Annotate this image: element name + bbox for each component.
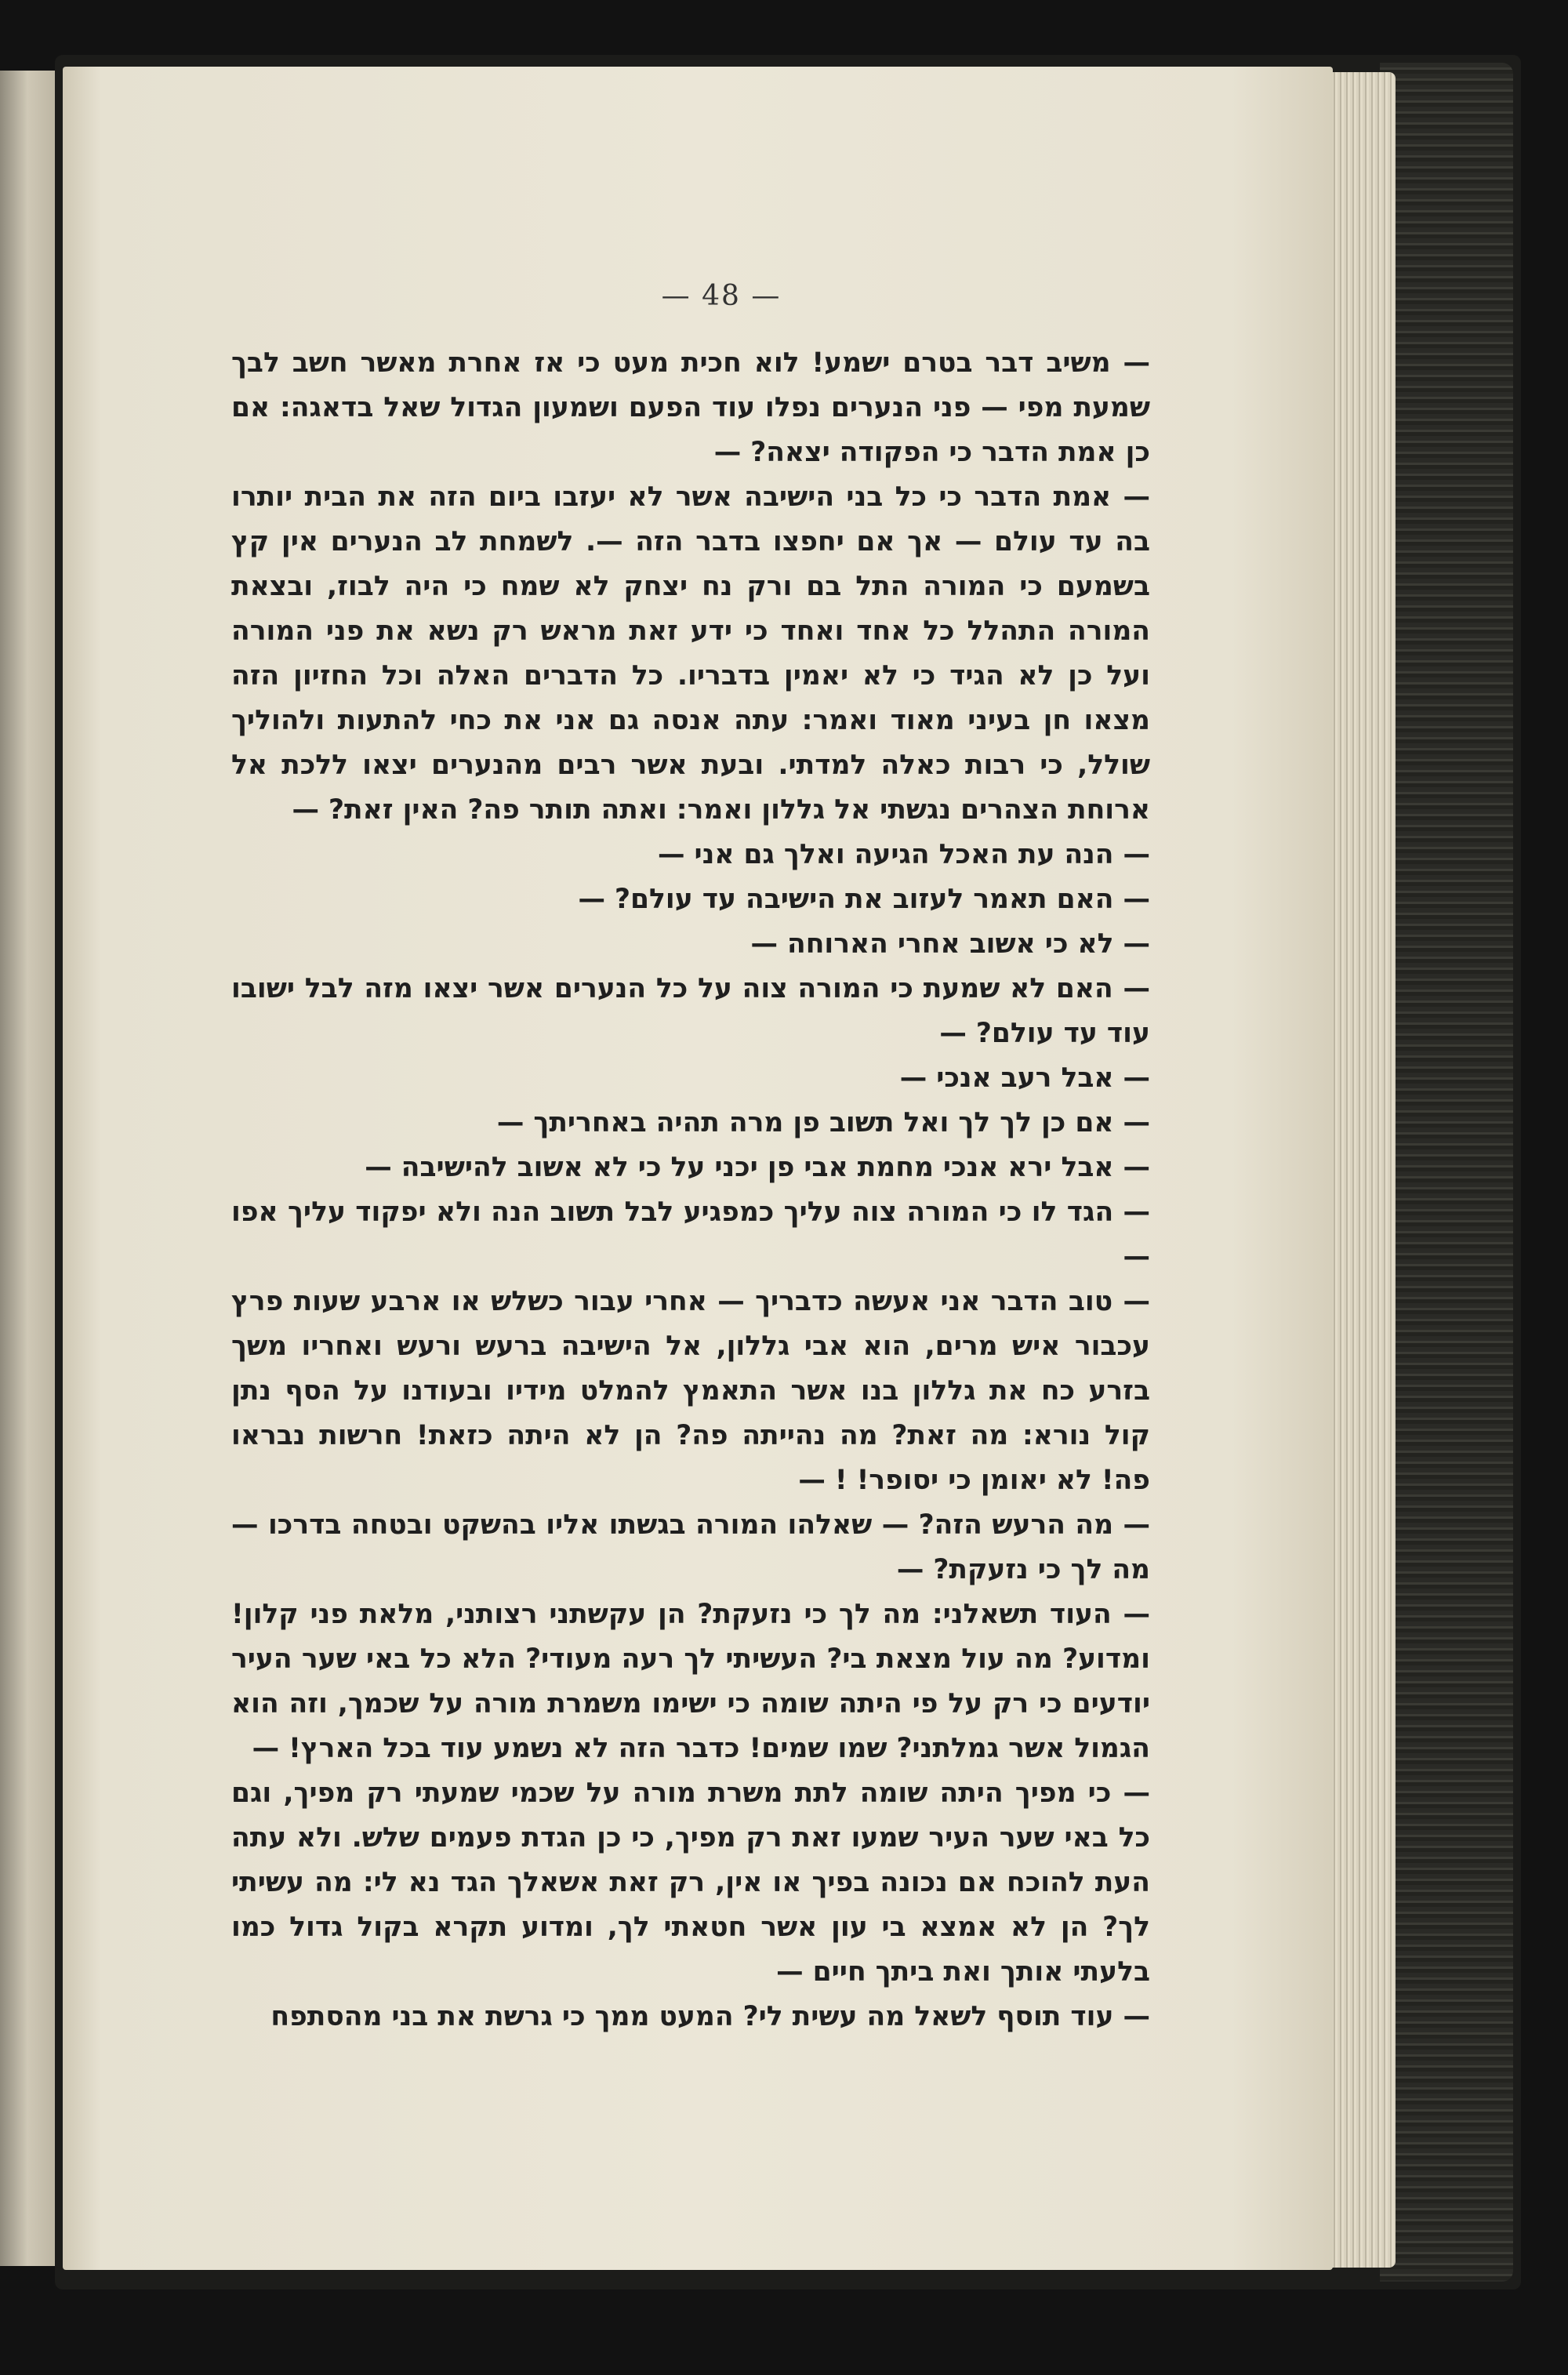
paragraph: — אמת הדבר כי כל בני הישיבה אשר לא יעזבו ביום הזה את הבית יותרו בה עד עולם — אך אם יחפצו בדבר הזה —. לשמחת לב הנערים אין קץ בשמעם כי המורה התל בם ורק נח יצחק לא שמח כי היה לבוז, ובצאת המורה התהלל כל אחד ואחד כי ידע זאת מראש רק נשא את פני המורה ועל כן לא הגיד כי לא יאמין בדבריו. כל הדברים האלה וכל החזיון הזה מצאו חן בעיני מאוד ואמר: עתה אנסה גם אני את כחי להתעות ולהוליך שולל, כי רבות כאלה למדתי. ובעת אשר רבים מהנערים יצאו ללכת אל ארוחת הצהרים נגשתי אל גללון ואמר: ואתה תותר פה? האין זאת? —	[231, 481, 1150, 826]
paragraph: — אם כן לך לך ואל תשוב פן מרה תהיה באחריתך —	[496, 1107, 1150, 1138]
page-stack-edge	[1325, 72, 1396, 2268]
left-page-edge	[0, 71, 61, 2266]
paragraph: — האם תאמר לעזוב את הישיבה עד עולם? —	[578, 884, 1150, 915]
book-page	[63, 67, 1333, 2270]
paragraph: — עוד תוסף לשאל מה עשית לי? המעט ממך כי גרשת את בני מהסתפח	[270, 2001, 1150, 2032]
paragraph: — מה הרעש הזה? — שאלהו המורה בגשתו אליו בהשקט ובטחה בדרכו — מה לך כי נזעקת? —	[231, 1509, 1150, 1585]
page-number: — 48 —	[661, 280, 782, 312]
paragraph: — משיב דבר בטרם ישמע! לוא חכית מעט כי אז אחרת מאשר חשב לבך שמעת מפי — פני הנערים נפלו עוד הפעם ושמעון הגדול שאל בדאגה: אם כן אמת הדבר כי הפקודה יצאה? —	[231, 347, 1150, 468]
paragraph: — האם לא שמעת כי המורה צוה על כל הנערים אשר יצאו מזה לבל ישובו עוד עד עולם? —	[231, 973, 1150, 1049]
paragraph: — טוב הדבר אני אעשה כדבריך — אחרי עבור כשלש או ארבע שעות פרץ עכבור איש מרים, הוא אבי גללון, אל הישיבה ברעש ורעש ואחריו משך בזרע כח את גללון בנו אשר התאמץ להמלט מידיו ובעודנו על הסף נתן קול נורא: מה זאת? מה נהייתה פה? הן לא היתה כזאת! חרשות נבראו פה! לא יאומן כי יסופר! ! —	[231, 1286, 1150, 1496]
paragraph: — העוד תשאלני: מה לך כי נזעקת? הן עקשתני רצותני, מלאת פני קלון! ומדוע? מה עול מצאת בי? העשיתי לך רעה מעודי? הלא כל באי שער העיר יודעים כי רק על פי היתה שומה כי ישימו משמרת מורה על שכמך, וזה הוא הגמול אשר גמלתני? שמו שמים! כדבר הזה לא נשמע עוד בכל הארץ! —	[231, 1599, 1150, 1764]
paragraph: — הגד לו כי המורה צוה עליך כמפגיע לבל תשוב הנה ולא יפקוד עליך אפו —	[231, 1197, 1150, 1273]
paragraph: — אבל ירא אנכי מחמת אבי פן יכני על כי לא אשוב להישיבה —	[365, 1152, 1150, 1183]
paragraph: — הנה עת האכל הגיעה ואלך גם אני —	[658, 839, 1150, 870]
paragraph: — כי מפיך היתה שומה לתת משרת מורה על שכמי שמעתי רק מפיך, וגם כל באי שער העיר שמעו זאת רק מפיך, כי כן הגדת פעמים שלש. ולא עתה העת להוכח אם נכונה בפיך או אין, רק זאת אשאלך הגד נא לי: מה עשיתי לך? הן לא אמצא בי עון אשר חטאתי לך, ומדוע תקרא בקול גדול כמו בלעתי אותך ואת ביתך חיים —	[231, 1778, 1150, 1988]
paragraph: — אבל רעב אנכי —	[899, 1062, 1150, 1094]
page-text	[231, 341, 1203, 2039]
cover-edge	[1380, 63, 1513, 2282]
paragraph: — לא כי אשוב אחרי הארוחה —	[750, 928, 1150, 960]
